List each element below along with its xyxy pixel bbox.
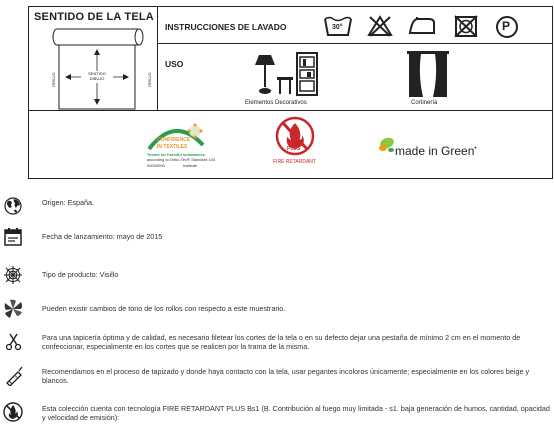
- uso-title: USO: [165, 59, 184, 69]
- made-in-green-suffix: •: [474, 146, 477, 152]
- decorative-elements-icon: [253, 51, 319, 104]
- info-text: Pueden existir cambios de tono de los rollos con respecto a este muestrario.: [42, 304, 286, 313]
- scissors-icon: [2, 330, 24, 352]
- globe-icon: [2, 195, 24, 217]
- oeko-line5: 00000000: [147, 163, 165, 168]
- info-text: Esta colección cuenta con tecnología FIRE RETARDANT PLUS Bs1 (B. Contribución al fuego muy limitada - s1. baja generación de humos, cantidad, opacidad y velocidad de emisión):: [42, 404, 550, 422]
- roll-left-label: ORILLO: [51, 72, 56, 87]
- info-text: Para una tapicería óptima y de calidad, es necesario filetear los cortes de la tela o en su defecto dejar una pestaña de mínimo 2 cm en el momento de confeccionar, especialmente en los cortes que se realicen por la trama de la misma.: [42, 333, 521, 351]
- curtain-icon: [407, 51, 449, 104]
- dry-clean-letter: P: [502, 19, 511, 33]
- info-text: Recomendamos en el proceso de tapizado y donde haya contacto con la tela, usar pegantes incoloros únicamente; especialmente en los colores beige y blancos.: [42, 367, 530, 385]
- fire-badge: PLUS: [287, 146, 301, 152]
- oeko-line1: CONFIDENCE: [157, 137, 191, 143]
- table-divider-horizontal: [157, 43, 553, 44]
- info-text: Tipo de producto: Visillo: [42, 270, 119, 279]
- uso-curtain-label: Cortinería: [411, 100, 438, 106]
- spider-web-icon: [2, 264, 24, 286]
- wash-30-icon: [323, 15, 353, 37]
- oeko-line2: IN TEXTILES: [157, 144, 188, 150]
- made-in-green-text: made in Green: [395, 144, 475, 158]
- made-in-green-label: [395, 144, 477, 158]
- info-text: Origen: España.: [42, 198, 94, 207]
- table-divider-vertical: [157, 7, 158, 110]
- oeko-line4: according to Oeko-Tex® Standard 100: [147, 157, 216, 162]
- dry-clean-p-icon: [495, 15, 519, 39]
- no-bleach-icon: [367, 15, 393, 37]
- roll-right-label: ORILLO: [147, 72, 152, 87]
- low-iron-icon: [407, 15, 437, 37]
- product-spec-table: [28, 6, 553, 179]
- color-swatch-icon: [2, 298, 24, 320]
- fire-retardant-logo: [275, 115, 315, 162]
- wash-temp-label: 30°: [332, 24, 343, 31]
- fabric-roll-diagram: [47, 27, 155, 111]
- oeko-tex-logo: [145, 121, 216, 175]
- no-tumble-dry-icon: [453, 15, 479, 37]
- fire-retardant-icon: [2, 401, 24, 423]
- uso-decorative-label: Elementos Decorativos: [245, 100, 307, 106]
- info-text: Fecha de lanzamiento: mayo de 2015: [42, 232, 163, 241]
- lavado-title: INSTRUCCIONES DE LAVADO: [165, 22, 287, 32]
- fire-retardant-label: FIRE RETARDANT: [273, 159, 316, 165]
- calendar-icon: [2, 226, 24, 248]
- roll-center-label: SENTIDO DIBUJO: [88, 71, 106, 81]
- oeko-line3: Tested for harmful substances: [147, 152, 205, 157]
- sentido-title: SENTIDO DE LA TELA: [34, 11, 154, 23]
- oeko-line6: Institute: [183, 163, 198, 168]
- glue-bottle-icon: [2, 364, 24, 386]
